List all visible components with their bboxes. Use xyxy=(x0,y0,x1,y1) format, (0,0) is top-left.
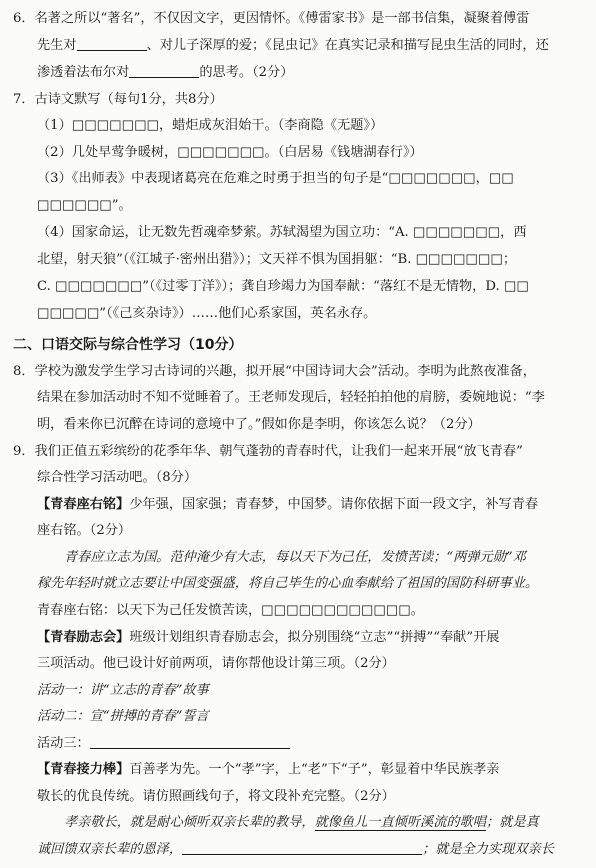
text-segment: ；就是真 xyxy=(486,815,539,830)
text-segment: 班级计划组织青春励志会，拟分别围绕“立志”“拼搏”“奉献”开展 xyxy=(129,630,500,645)
blank-line[interactable] xyxy=(129,63,199,78)
q9-line-2: 综合性学习活动吧。（8分） xyxy=(37,470,198,485)
activity-2: 活动二：宣“拼搏的青春”誓言 xyxy=(37,709,209,724)
relay-tag: 【青春接力棒】 xyxy=(37,762,130,777)
blank-line[interactable] xyxy=(77,36,147,51)
activity-1: 活动一：讲“立志的青春”故事 xyxy=(37,683,209,698)
motto-passage-line-1: 青春应立志为国。范仲淹少有大志，每以天下为己任，发愤苦读；“两弹元勋”邓 xyxy=(64,550,526,565)
q7-title: 7．古诗文默写（每句1分，共8分） xyxy=(13,92,223,107)
q6-line-1: 6．名著之所以“著名”，不仅因文字，更因情怀。《傅雷家书》是一部书信集，凝聚着傅雷 xyxy=(13,11,530,26)
q7-item-2: （2）几处早莺争暖树，□□□□□□□。（白居易《钱塘湖春行》） xyxy=(37,145,423,160)
q8-line-1: 8．学校为激发学生学习古诗词的兴趣，拟开展“中国诗词大会”活动。李明为此熬夜准备， xyxy=(13,364,536,379)
motto-task-line-2: 座右铭。（2分） xyxy=(37,523,132,538)
motto-tag: 【青春座右铭】 xyxy=(37,497,130,512)
q7-item-4-line-1: （4）国家命运，让无数先哲魂牵梦萦。苏轼渴望为国立功：“A. □□□□□□□，西 xyxy=(37,225,527,240)
underlined-sentence: 就像鱼儿一直倾听溪流的歌唱 xyxy=(314,815,486,830)
blank-line[interactable] xyxy=(182,840,422,855)
activity-3 xyxy=(37,733,290,755)
relay-task-line-1 xyxy=(37,759,499,781)
text-segment: 、对儿子深厚的爱；《昆虫记》在真实记录和描写昆虫生活的同时，还 xyxy=(146,38,549,53)
section-heading: 二、口语交际与综合性学习（10分） xyxy=(13,337,243,353)
q7-item-4-line-2: 北望，射天狼”（《江城子·密州出猎》）；文天祥不惧为国捐躯：“B. □□□□□□□； xyxy=(37,252,517,267)
text-segment: 渗透着法布尔对 xyxy=(37,65,130,80)
q7-item-4-line-4: □□□□□”（《己亥杂诗》）……他们心系家国，英名永存。 xyxy=(37,306,377,321)
relay-passage-line-2 xyxy=(37,839,554,861)
q8-line-2: 结果在参加活动时不知不觉睡着了。王老师发现后，轻轻拍拍他的肩膀，委婉地说：“李 xyxy=(37,390,545,405)
q7-item-4-line-3: C. □□□□□□□”（《过零丁洋》）；龚自珍竭力为国奉献：“落红不是无情物，D. □□ xyxy=(37,279,529,294)
text-segment: ；就是全力实现双亲长 xyxy=(422,842,554,857)
q7-item-3-line-2: □□□□□□”。 xyxy=(37,198,132,213)
q6-line-2 xyxy=(37,35,549,57)
motto-answer-line: 青春座右铭：以天下为己任发愤苦读，□□□□□□□□□□□□。 xyxy=(37,603,424,618)
q6-line-3 xyxy=(37,62,293,84)
inspire-task-line-1 xyxy=(37,627,499,649)
text-segment: 百善孝为先。一个“孝”字，上“老”下“子”，彰显着中华民族孝亲 xyxy=(129,762,500,777)
motto-passage-line-2: 稼先年轻时就立志要让中国变强盛，将自己毕生的心血奉献给了祖国的国防科研事业。 xyxy=(37,576,539,591)
text-segment: 的思考。（2分） xyxy=(199,65,294,80)
blank-line[interactable] xyxy=(90,734,290,749)
inspire-tag: 【青春励志会】 xyxy=(37,630,130,645)
text-segment: 少年强，国家强；青春梦，中国梦。请你依据下面一段文字，补写青春 xyxy=(129,497,539,512)
q7-item-1: （1）□□□□□□□，蜡炬成灰泪始干。（李商隐《无题》） xyxy=(37,118,384,133)
text-segment: 活动三： xyxy=(37,736,90,751)
relay-passage-line-1 xyxy=(64,812,539,834)
relay-task-line-2: 敬长的优良传统。请仿照画线句子，将文段补充完整。（2分） xyxy=(37,789,395,804)
q7-item-3-line-1: （3）《出师表》中表现诸葛亮在危难之时勇于担当的句子是“□□□□□□□，□□ xyxy=(37,171,514,186)
inspire-task-line-2: 三项活动。他已设计好前两项，请你帮他设计第三项。（2分） xyxy=(37,656,395,671)
q8-line-3: 明，看来你已沉醉在诗词的意境中了。”假如你是李明，你该怎么说？（2分） xyxy=(37,417,481,432)
q9-line-1: 9．我们正值五彩缤纷的花季年华、朝气蓬勃的青春时代，让我们一起来开展“放飞青春” xyxy=(13,444,523,459)
text-segment: 孝亲敬长，就是耐心倾听双亲长辈的教导， xyxy=(64,815,315,830)
motto-task-line-1 xyxy=(37,494,538,516)
text-segment: 先生对 xyxy=(37,38,77,53)
text-segment: 诚回馈双亲长辈的恩泽， xyxy=(37,842,183,857)
